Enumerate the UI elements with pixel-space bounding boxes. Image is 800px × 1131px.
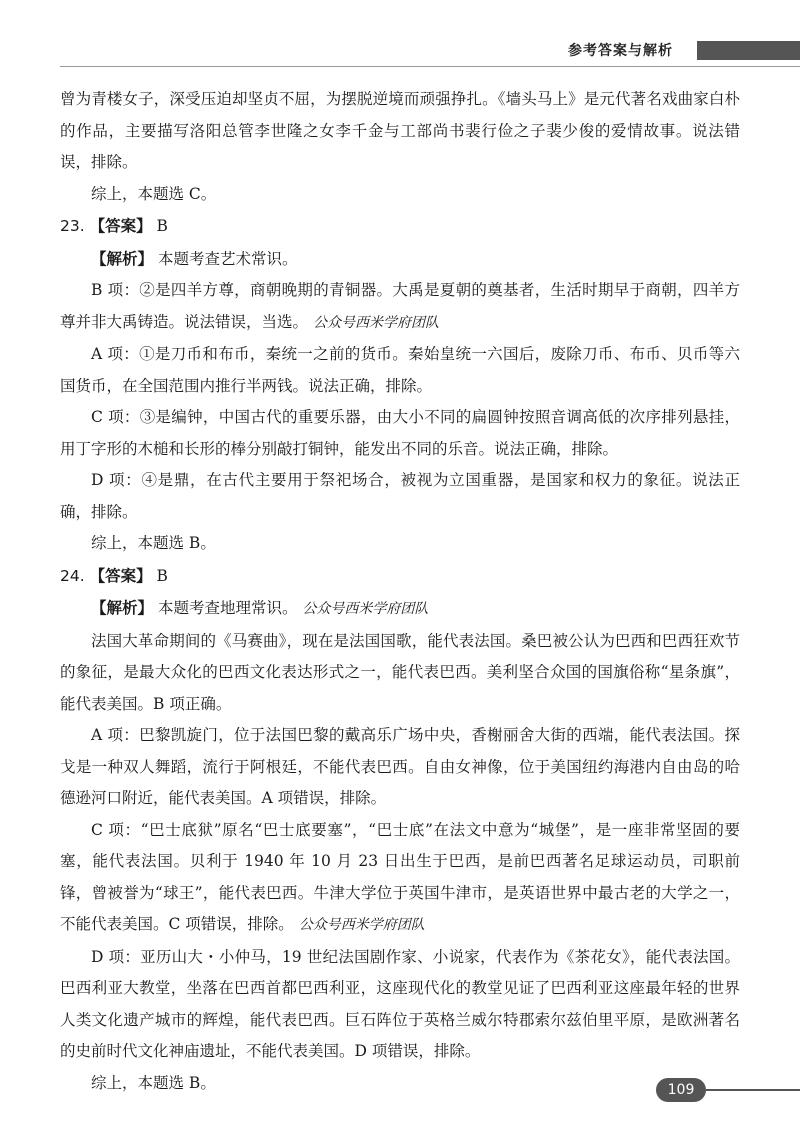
question-number: 24. [60,566,85,585]
q24-option-c [60,815,740,942]
answer-value: B [156,217,168,235]
watermark-text: 公众号西米学府团队 [302,601,429,617]
question-number: 23. [60,217,85,235]
q23-option-a: A 项：①是刀币和布币，秦统一之前的货币。秦始皇统一六国后，废除刀币、布币、贝币等六国货币，在全国范围内推行半两钱。说法正确，排除。 [60,345,740,395]
running-header-title: 参考答案与解析 [568,43,673,59]
analysis-text: 本题考查艺术常识。 [157,249,298,268]
answer-label: 【答案】 [89,216,152,235]
q24-option-a: A 项：巴黎凯旋门，位于法国巴黎的戴高乐广场中央，香榭丽舍大街的西端，能代表法国。探戈是一种双人舞蹈，流行于阿根廷，不能代表巴西。自由女神像，位于美国纽约海港内自由岛的哈德逊河口附近，能代表美国。A 项错误，排除。 [60,726,740,807]
watermark-text: 公众号西米学府团队 [312,314,439,331]
question-23-answer [60,210,740,243]
watermark-text: 公众号西米学府团队 [298,917,425,933]
q23-option-b [60,275,740,339]
header-rule [60,66,800,67]
analysis-label: 【解析】 [91,598,154,617]
question-24-analysis [60,592,740,626]
page-number: 109 [656,1078,706,1102]
q23-option-d: D 项：④是鼎，在古代主要用于祭祀场合，被视为立国重器，是国家和权力的象征。说法正确，排除。 [60,471,740,521]
option-text: C 项：“巴士底狱”原名“巴士底要塞”，“巴士底”在法文中意为“城堡”，是一座非常坚固的要塞，能代表法国。贝利于 1940 年 10 月 23 日出生于巴西，是前巴西著名足球运动员，司职前锋，曾被誉为“球王”，能代表巴西。牛津大学位于英国牛津市，是英语世界中最古老的大学之一，不能代表美国。C 项错误，排除。 [60,820,740,933]
analysis-label: 【解析】 [91,248,154,268]
page-body [60,84,740,1099]
q23-summary: 综上，本题选 B。 [91,534,216,552]
answer-label: 【答案】 [89,565,152,585]
header-decoration-bar [697,41,800,60]
summary-line-prev: 综上，本题选 C。 [91,184,217,203]
q23-option-c: C 项：③是编钟，中国古代的重要乐器，由大小不同的扁圆钟按照音调高低的次序排列悬挂，用丁字形的木槌和长形的棒分别敲打铜钟，能发出不同的乐音。说法正确，排除。 [60,408,740,458]
analysis-text: 本题考查地理常识。 [157,599,298,617]
option-text: B 项：②是四羊方尊，商朝晚期的青铜器。大禹是夏朝的奠基者，生活时期早于商朝，四羊方尊并非大禹铸造。说法错误，当选。 [60,281,740,331]
question-24-answer [60,560,740,593]
q24-summary: 综上，本题选 B。 [91,1073,216,1092]
question-23-analysis [60,243,740,276]
paragraph-continued: 曾为青楼女子，深受压迫却坚贞不屈，为摆脱逆境而顽强挣扎。《墙头马上》是元代著名戏曲家白朴的作品，主要描写洛阳总管李世隆之女李千金与工部尚书裴行俭之子裴少俊的爱情故事。说法错误，排除。 [60,90,740,171]
answer-value: B [156,566,168,585]
q24-option-d: D 项：亚历山大・小仲马，19 世纪法国剧作家、小说家，代表作为《茶花女》，能代表法国。巴西利亚大教堂，坐落在巴西首都巴西利亚，这座现代化的教堂见证了巴西利亚这座最年轻的世界人类文化遗产城市的辉煌，能代表巴西。巨石阵位于英格兰威尔特郡索尔兹伯里平原，是欧洲著名的史前时代文化神庙遗址，不能代表美国。D 项错误，排除。 [60,947,740,1060]
footer-rule [706,1089,800,1091]
q24-intro: 法国大革命期间的《马赛曲》，现在是法国国歌，能代表法国。桑巴被公认为巴西和巴西狂欢节的象征，是最大众化的巴西文化表达形式之一，能代表巴西。美利坚合众国的国旗俗称“星条旗”，能代表美国。B 项正确。 [60,631,740,713]
